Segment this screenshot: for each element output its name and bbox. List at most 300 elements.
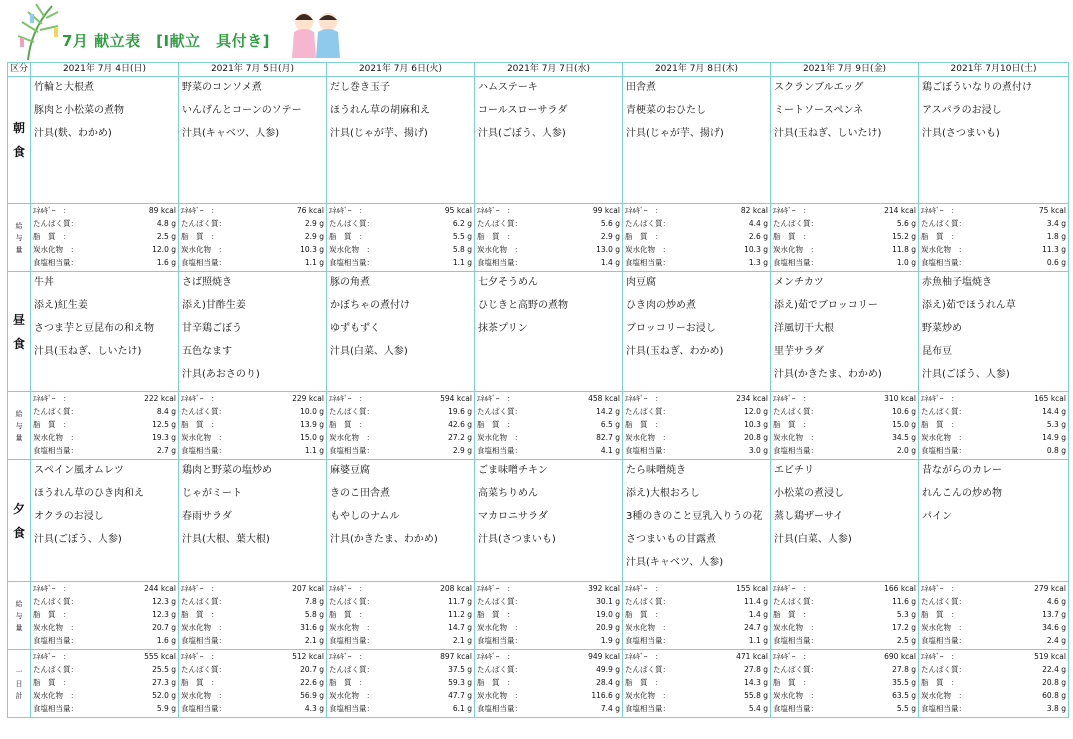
menu-table xyxy=(7,62,1069,718)
nutrient-amount: 35.5 xyxy=(892,678,909,687)
nutrient-label: 脂 質 ： xyxy=(329,420,367,429)
nutrient-unit: g xyxy=(319,597,324,606)
nutrient-value xyxy=(93,431,178,444)
nutrient-amount: 82.7 xyxy=(596,433,613,442)
nutrient-row xyxy=(623,608,770,621)
nutrient-unit: g xyxy=(171,407,176,416)
nutrient-value xyxy=(537,621,622,634)
nutrient-value xyxy=(537,582,622,595)
dish-name: 汁具(玉ねぎ、わかめ) xyxy=(626,346,724,357)
nutrient-amount: 3.8 xyxy=(1046,704,1059,713)
nutrient-amount: 5.3 xyxy=(1046,420,1059,429)
nutrient-row xyxy=(771,230,918,243)
nutrient-value xyxy=(389,676,474,689)
nutrient-amount: 12.3 xyxy=(152,597,169,606)
nutrient-unit: g xyxy=(911,678,916,687)
nutrition-table xyxy=(31,204,178,269)
section-char: 給 xyxy=(15,409,23,418)
nutrient-row xyxy=(31,392,178,405)
nutrient-row xyxy=(475,663,622,676)
nutrient-label: 脂 質 ： xyxy=(181,232,219,241)
nutrient-amount: 1.1 xyxy=(304,446,317,455)
dish-name: 添え)大根おろし xyxy=(626,488,700,499)
nutrient-unit: g xyxy=(467,597,472,606)
nutrient-label: たんぱく質： xyxy=(181,597,226,606)
nutrient-label: 炭水化物 ： xyxy=(33,623,78,632)
nutrient-value xyxy=(93,689,178,702)
nutrition-cell xyxy=(919,392,1069,460)
nutrient-value xyxy=(981,256,1068,269)
nutrient-row xyxy=(179,392,326,405)
dish-name: 汁具(かきたま、わかめ) xyxy=(330,534,438,545)
nutrient-label: たんぱく質： xyxy=(773,219,818,228)
nutrient-label: 脂 質 ： xyxy=(773,232,811,241)
nutrient-unit: g xyxy=(911,232,916,241)
nutrient-unit: g xyxy=(1061,704,1066,713)
nutrition-table xyxy=(919,392,1068,457)
nutrient-value xyxy=(537,392,622,405)
nutrient-unit: g xyxy=(1061,665,1066,674)
nutrient-row xyxy=(623,702,770,715)
nutrient-row xyxy=(327,243,474,256)
nutrient-value xyxy=(93,582,178,595)
nutrient-value xyxy=(93,204,178,217)
nutrient-row xyxy=(31,431,178,444)
dish-name: 汁具(さつまいも) xyxy=(922,128,1000,139)
nutrition-table xyxy=(475,204,622,269)
nutrient-row xyxy=(179,595,326,608)
nutrient-row xyxy=(475,676,622,689)
dish-cell xyxy=(179,272,327,392)
nutrient-unit: g xyxy=(1061,433,1066,442)
nutrient-unit: g xyxy=(763,691,768,700)
nutrient-amount: 3.0 xyxy=(748,446,761,455)
nutrient-row xyxy=(327,689,474,702)
section-char: 朝 xyxy=(12,121,25,135)
nutrient-value xyxy=(241,418,326,431)
nutrient-row xyxy=(475,392,622,405)
dish-cell xyxy=(771,272,919,392)
nutrient-value xyxy=(241,230,326,243)
nutrient-row xyxy=(623,418,770,431)
dish-name: ゆずもずく xyxy=(330,323,380,334)
nutrient-label: たんぱく質： xyxy=(181,665,226,674)
nutrient-amount: 5.8 xyxy=(452,245,465,254)
nutrient-amount: 25.5 xyxy=(152,665,169,674)
nutrient-unit: kcal xyxy=(752,394,768,403)
nutrient-value xyxy=(537,418,622,431)
nutrient-value xyxy=(241,392,326,405)
section-char: 量 xyxy=(15,623,23,632)
nutrient-amount: 2.5 xyxy=(896,636,909,645)
nutrient-amount: 166 xyxy=(884,584,899,593)
nutrient-value xyxy=(685,650,770,663)
nutrient-unit: g xyxy=(467,433,472,442)
nutrient-amount: 19.0 xyxy=(596,610,613,619)
nutrient-unit: kcal xyxy=(160,394,176,403)
nutrient-value xyxy=(241,650,326,663)
nutrient-unit: g xyxy=(1061,420,1066,429)
nutrient-value xyxy=(537,634,622,647)
nutrient-amount: 5.5 xyxy=(452,232,465,241)
nutrient-row xyxy=(327,418,474,431)
nutrient-label: 脂 質 ： xyxy=(921,678,959,687)
nutrient-amount: 63.5 xyxy=(892,691,909,700)
nutrient-value xyxy=(981,444,1068,457)
nutrient-amount: 12.0 xyxy=(744,407,761,416)
nutrient-amount: 34.6 xyxy=(1042,623,1059,632)
nutrient-row xyxy=(919,608,1068,621)
nutrient-unit: g xyxy=(171,420,176,429)
nutrient-amount: 27.8 xyxy=(744,665,761,674)
dish-cell xyxy=(31,272,179,392)
nutrient-unit: g xyxy=(467,636,472,645)
nutrient-label: たんぱく質： xyxy=(921,665,966,674)
nutrient-row xyxy=(623,243,770,256)
nutrient-unit: g xyxy=(171,704,176,713)
nutrient-row xyxy=(179,418,326,431)
nutrient-value xyxy=(981,217,1068,230)
nutrient-label: 炭水化物 ： xyxy=(329,623,374,632)
nutrient-amount: 5.3 xyxy=(896,610,909,619)
nutrition-cell xyxy=(327,650,475,718)
nutrient-amount: 2.9 xyxy=(304,219,317,228)
day-header: 2021年 7月 6日(火) xyxy=(327,63,475,77)
nutrient-row xyxy=(919,243,1068,256)
nutrient-value xyxy=(685,595,770,608)
nutrient-unit: g xyxy=(763,420,768,429)
nutrient-unit: g xyxy=(171,623,176,632)
nutrient-value xyxy=(241,689,326,702)
nutrient-row xyxy=(771,634,918,647)
nutrient-amount: 392 xyxy=(588,584,603,593)
nutrient-amount: 24.7 xyxy=(744,623,761,632)
dish-name: 麻婆豆腐 xyxy=(330,465,370,476)
nutrient-value xyxy=(833,676,918,689)
nutrient-label: 脂 質 ： xyxy=(329,678,367,687)
nutrient-amount: 2.7 xyxy=(156,446,169,455)
nutrient-amount: 519 xyxy=(1034,652,1049,661)
nutrient-value xyxy=(833,431,918,444)
nutrient-amount: 2.0 xyxy=(896,446,909,455)
nutrient-row xyxy=(475,595,622,608)
nutrient-value xyxy=(981,431,1068,444)
section-char: 食 xyxy=(12,145,25,159)
nutrition-table xyxy=(475,392,622,457)
nutrient-row xyxy=(919,256,1068,269)
meal-label xyxy=(8,460,31,582)
section-char: 量 xyxy=(15,433,23,442)
nutrient-row xyxy=(179,676,326,689)
nutrient-value xyxy=(833,405,918,418)
nutrient-value xyxy=(833,392,918,405)
nutrition-cell xyxy=(623,582,771,650)
dish-name: ごま味噌チキン xyxy=(478,465,548,476)
nutrient-row xyxy=(919,418,1068,431)
nutrient-label: 食塩相当量： xyxy=(921,704,966,713)
nutrient-amount: 207 xyxy=(292,584,307,593)
nutrient-label: ｴﾈﾙｷﾞｰ ： xyxy=(477,394,515,403)
dish-name: 汁具(玉ねぎ、しいたけ) xyxy=(34,346,142,357)
nutrient-amount: 14.4 xyxy=(1042,407,1059,416)
nutrient-label: 食塩相当量： xyxy=(921,636,966,645)
nutrient-amount: 214 xyxy=(884,206,899,215)
nutrient-amount: 14.3 xyxy=(744,678,761,687)
nutrient-row xyxy=(327,431,474,444)
section-char: 給 xyxy=(15,599,23,608)
nutrient-label: 食塩相当量： xyxy=(625,258,670,267)
nutrient-value xyxy=(833,256,918,269)
nutrient-amount: 6.1 xyxy=(452,704,465,713)
dish-cell xyxy=(327,77,475,204)
nutrient-amount: 99 xyxy=(592,206,603,215)
nutrient-value xyxy=(685,663,770,676)
nutrient-row xyxy=(475,702,622,715)
nutrient-amount: 82 xyxy=(740,206,751,215)
dish-name: 汁具(キャベツ、人参) xyxy=(182,128,280,139)
nutrient-unit: g xyxy=(319,704,324,713)
dish-name: 汁具(白菜、人参) xyxy=(330,346,408,357)
nutrient-amount: 7.4 xyxy=(600,704,613,713)
nutrient-label: ｴﾈﾙｷﾞｰ ： xyxy=(181,394,219,403)
nutrient-label: 脂 質 ： xyxy=(181,678,219,687)
nutrient-label: 食塩相当量： xyxy=(773,636,818,645)
section-char: 食 xyxy=(12,525,25,540)
nutrient-row xyxy=(771,405,918,418)
nutrient-value xyxy=(537,444,622,457)
nutrient-amount: 5.6 xyxy=(896,219,909,228)
dish-cell xyxy=(771,460,919,582)
nutrient-row xyxy=(475,204,622,217)
nutrient-row xyxy=(623,256,770,269)
nutrient-amount: 512 xyxy=(292,652,307,661)
dish-name: コールスローサラダ xyxy=(478,105,568,116)
nutrient-amount: 15.0 xyxy=(892,420,909,429)
nutrient-unit: kcal xyxy=(1050,652,1066,661)
nutrient-label: 脂 質 ： xyxy=(329,232,367,241)
nutrient-value xyxy=(685,582,770,595)
nutrient-unit: kcal xyxy=(1050,206,1066,215)
nutrient-value xyxy=(833,621,918,634)
nutrient-row xyxy=(623,392,770,405)
nutrient-unit: g xyxy=(319,433,324,442)
nutrition-cell xyxy=(623,392,771,460)
nutrient-amount: 6.5 xyxy=(600,420,613,429)
nutrient-unit: g xyxy=(911,610,916,619)
nutrient-amount: 555 xyxy=(144,652,159,661)
nutrient-amount: 279 xyxy=(1034,584,1049,593)
nutrient-label: 炭水化物 ： xyxy=(181,691,226,700)
nutrient-unit: g xyxy=(319,258,324,267)
nutrient-value xyxy=(981,702,1068,715)
nutrient-label: たんぱく質： xyxy=(625,407,670,416)
nutrient-value xyxy=(833,217,918,230)
nutrient-value xyxy=(537,676,622,689)
nutrient-amount: 27.2 xyxy=(448,433,465,442)
nutrient-label: 炭水化物 ： xyxy=(181,245,226,254)
nutrient-row xyxy=(771,676,918,689)
section-char: 一 xyxy=(15,667,23,676)
nutrient-unit: kcal xyxy=(604,652,620,661)
section-char: 給 xyxy=(15,221,23,230)
nutrient-unit: g xyxy=(1061,678,1066,687)
nutrient-row xyxy=(31,702,178,715)
nutrient-value xyxy=(685,634,770,647)
nutrient-amount: 2.5 xyxy=(156,232,169,241)
nutrient-value xyxy=(389,621,474,634)
nutrient-label: 脂 質 ： xyxy=(625,678,663,687)
nutrient-unit: g xyxy=(911,623,916,632)
nutrient-amount: 0.6 xyxy=(1046,258,1059,267)
dish-name: ブロッコリーお浸し xyxy=(626,323,716,334)
nutrient-unit: g xyxy=(467,258,472,267)
nutrient-row xyxy=(771,243,918,256)
nutrient-amount: 1.4 xyxy=(748,610,761,619)
dish-name: オクラのお浸し xyxy=(34,511,104,522)
nutrient-label: 食塩相当量： xyxy=(773,704,818,713)
nutrient-value xyxy=(241,405,326,418)
nutrient-unit: g xyxy=(467,407,472,416)
nutrient-amount: 10.3 xyxy=(300,245,317,254)
nutrition-table xyxy=(623,582,770,647)
dish-name: 竹輪と大根煮 xyxy=(34,82,94,93)
nutrition-cell xyxy=(919,650,1069,718)
nutrient-unit: g xyxy=(467,665,472,674)
dish-name: 牛丼 xyxy=(34,277,54,288)
nutrition-table xyxy=(919,204,1068,269)
dish-name: 里芋サラダ xyxy=(774,346,824,357)
nutrient-amount: 15.0 xyxy=(300,433,317,442)
nutrient-unit: g xyxy=(171,245,176,254)
daily-total-label xyxy=(8,650,31,718)
nutrient-value xyxy=(981,405,1068,418)
nutrient-unit: g xyxy=(319,420,324,429)
dish-name: 野菜のコンソメ煮 xyxy=(182,82,262,93)
dish-name: かぼちゃの煮付け xyxy=(330,300,410,311)
dish-name: 田舎煮 xyxy=(626,82,656,93)
nutrient-label: ｴﾈﾙｷﾞｰ ： xyxy=(33,652,71,661)
nutrient-label: 炭水化物 ： xyxy=(477,433,522,442)
nutrient-label: ｴﾈﾙｷﾞｰ ： xyxy=(477,206,515,215)
nutrient-unit: kcal xyxy=(752,584,768,593)
nutrient-unit: kcal xyxy=(900,394,916,403)
nutrient-value xyxy=(537,217,622,230)
nutrient-row xyxy=(31,582,178,595)
nutrition-label xyxy=(8,392,31,460)
nutrient-label: たんぱく質： xyxy=(181,407,226,416)
nutrient-row xyxy=(179,243,326,256)
nutrient-unit: kcal xyxy=(160,652,176,661)
dish-name: スペイン風オムレツ xyxy=(34,465,124,476)
nutrient-unit: g xyxy=(319,678,324,687)
nutrient-row xyxy=(327,663,474,676)
dish-name: 鶏ごぼういなりの煮付け xyxy=(922,82,1032,93)
dish-name: 甘辛鶏ごぼう xyxy=(182,323,242,334)
nutrient-unit: g xyxy=(615,245,620,254)
nutrient-unit: g xyxy=(911,665,916,674)
nutrient-value xyxy=(537,230,622,243)
nutrition-row xyxy=(8,392,1069,460)
nutrition-table xyxy=(31,392,178,457)
nutrition-table xyxy=(327,582,474,647)
nutrient-row xyxy=(327,676,474,689)
dish-name: マカロニサラダ xyxy=(478,511,548,522)
nutrient-unit: g xyxy=(763,636,768,645)
nutrient-row xyxy=(771,608,918,621)
nutrient-label: たんぱく質： xyxy=(773,407,818,416)
nutrient-amount: 75 xyxy=(1038,206,1049,215)
nutrient-amount: 208 xyxy=(440,584,455,593)
nutrient-unit: g xyxy=(1061,636,1066,645)
nutrient-amount: 42.6 xyxy=(448,420,465,429)
nutrient-unit: g xyxy=(763,245,768,254)
nutrient-value xyxy=(389,217,474,230)
nutrient-row xyxy=(327,608,474,621)
nutrient-amount: 60.8 xyxy=(1042,691,1059,700)
nutrient-amount: 244 xyxy=(144,584,159,593)
nutrient-value xyxy=(981,595,1068,608)
day-header: 2021年 7月 4日(日) xyxy=(31,63,179,77)
nutrition-table xyxy=(771,204,918,269)
nutrient-row xyxy=(31,418,178,431)
nutrient-unit: g xyxy=(911,219,916,228)
nutrient-unit: g xyxy=(1061,245,1066,254)
nutrient-unit: g xyxy=(1061,446,1066,455)
nutrient-amount: 4.4 xyxy=(748,219,761,228)
nutrient-unit: g xyxy=(319,665,324,674)
nutrient-row xyxy=(475,243,622,256)
nutrient-label: 脂 質 ： xyxy=(921,420,959,429)
dish-name: 添え)甘酢生姜 xyxy=(182,300,246,311)
nutrient-amount: 95 xyxy=(444,206,455,215)
nutrient-label: ｴﾈﾙｷﾞｰ ： xyxy=(181,584,219,593)
nutrition-table xyxy=(771,582,918,647)
nutrient-label: 脂 質 ： xyxy=(33,610,71,619)
nutrient-label: 炭水化物 ： xyxy=(477,691,522,700)
nutrient-label: たんぱく質： xyxy=(33,219,78,228)
nutrient-amount: 4.1 xyxy=(600,446,613,455)
nutrition-cell xyxy=(327,582,475,650)
nutrient-amount: 30.1 xyxy=(596,597,613,606)
nutrient-unit: g xyxy=(467,678,472,687)
nutrient-unit: g xyxy=(319,610,324,619)
nutrient-amount: 14.7 xyxy=(448,623,465,632)
nutrient-unit: g xyxy=(763,610,768,619)
nutrition-cell xyxy=(475,650,623,718)
nutrient-label: 脂 質 ： xyxy=(33,420,71,429)
nutrient-value xyxy=(537,256,622,269)
nutrient-unit: g xyxy=(467,219,472,228)
nutrient-amount: 229 xyxy=(292,394,307,403)
nutrient-unit: g xyxy=(171,433,176,442)
nutrition-cell xyxy=(771,204,919,272)
dish-name: ほうれん草のひき肉和え xyxy=(34,488,144,499)
nutrient-row xyxy=(31,217,178,230)
nutrition-cell xyxy=(31,650,179,718)
nutrient-row xyxy=(31,650,178,663)
nutrient-label: 食塩相当量： xyxy=(181,258,226,267)
nutrient-value xyxy=(93,230,178,243)
day-header: 2021年 7月 5日(月) xyxy=(179,63,327,77)
nutrient-amount: 5.9 xyxy=(156,704,169,713)
nutrient-unit: kcal xyxy=(1050,584,1066,593)
nutrient-row xyxy=(771,204,918,217)
dish-name: 昆布豆 xyxy=(922,346,952,357)
nutrient-value xyxy=(241,663,326,676)
dish-name: 添え)茹でほうれん草 xyxy=(922,300,1016,311)
nutrient-label: 食塩相当量： xyxy=(625,704,670,713)
nutrient-unit: kcal xyxy=(604,394,620,403)
